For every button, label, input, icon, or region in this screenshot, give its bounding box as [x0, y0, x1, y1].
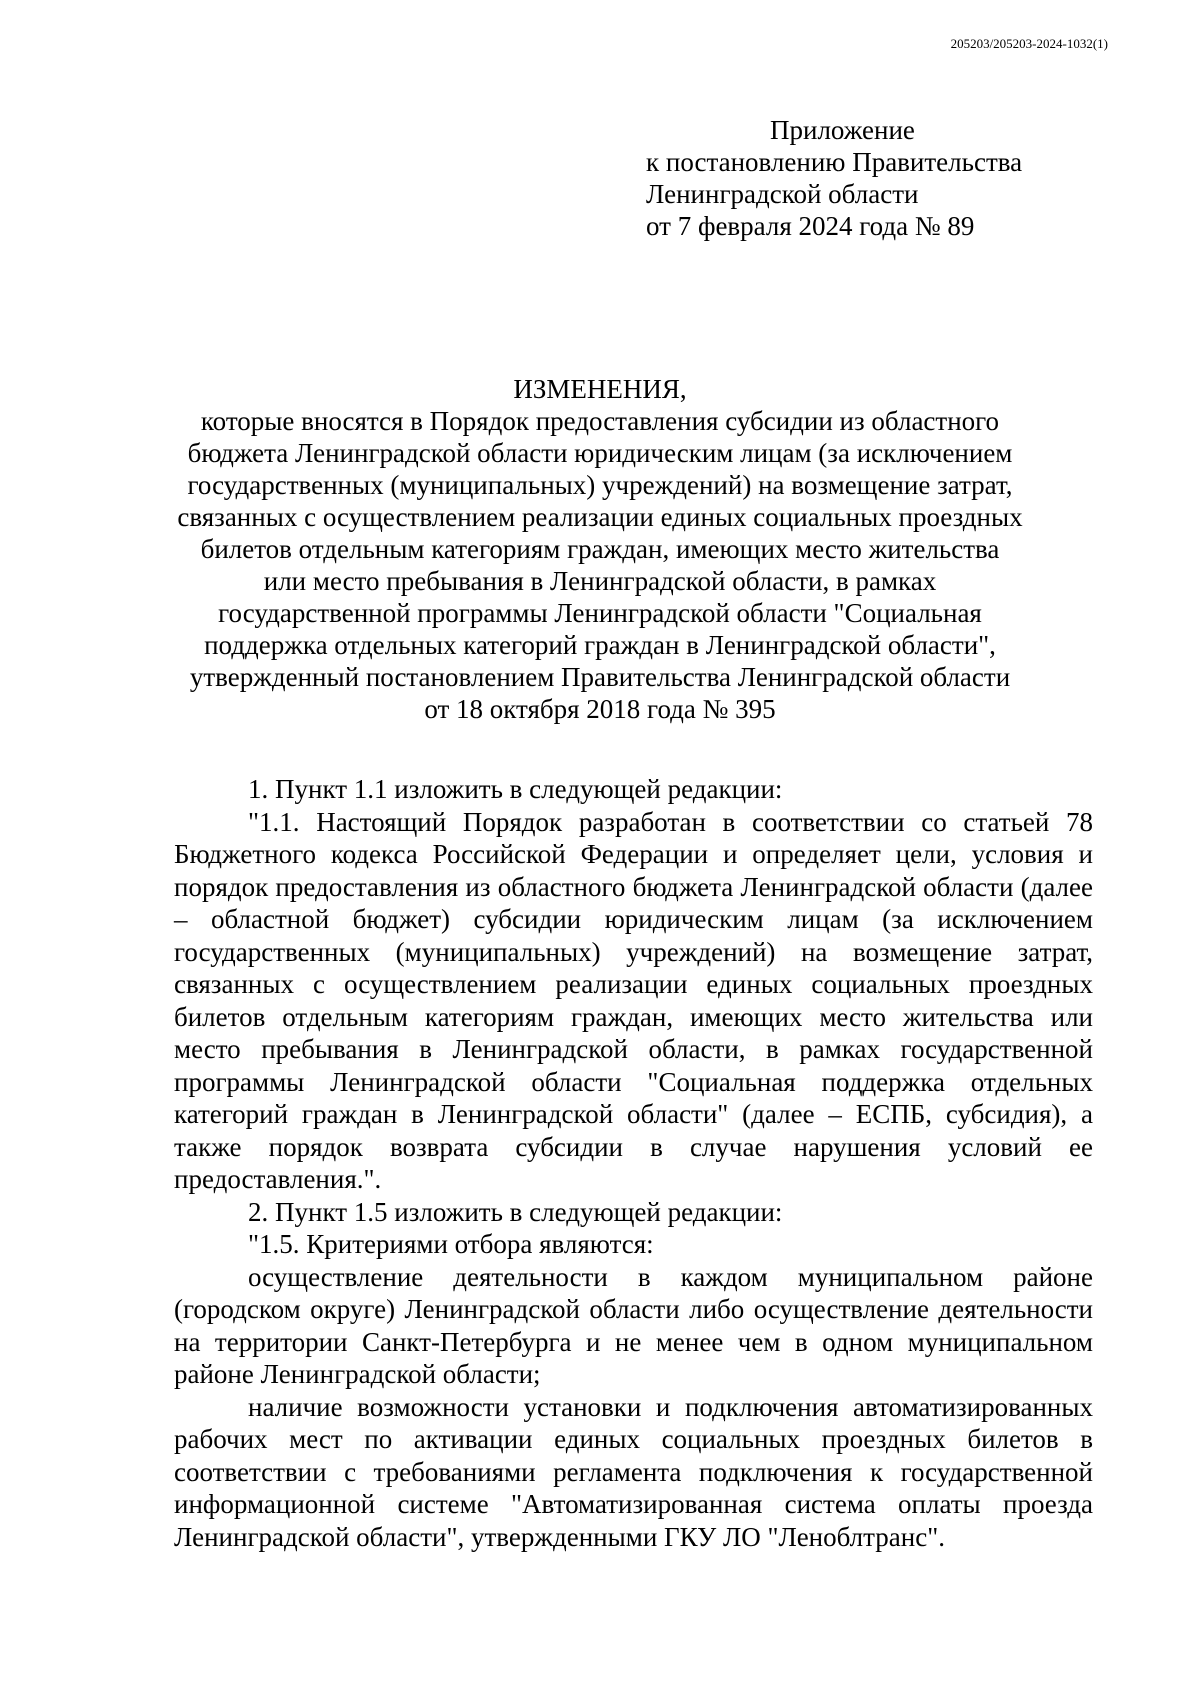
paragraph-clause-1-5: "1.5. Критериями отбора являются: [248, 1229, 654, 1259]
appendix-line-resolution: к постановлению Правительства [646, 147, 1023, 177]
appendix-title: Приложение [770, 115, 915, 145]
document-heading [0, 373, 1200, 725]
heading-line: утвержденный постановлением Правительства Ленинградской области [189, 662, 1011, 692]
paragraph-clause-1-1: "1.1. Настоящий Порядок разработан в соответствии со статьей 78 Бюджетного кодекса Российской Федерации и определяет цели, условия и порядок предоставления из областного бюджета Ленинградской области (далее – областной бюджет) субсидии юридическим лицам (за исключением государственных (муниципальных) учреждений) на возмещение затрат, связанных с осуществлением реализации единых социальных проездных билетов отдельным категориям граждан, имеющих место жительства или место пребывания в Ленинградской области, в рамках государственной программы Ленинградской области "Социальная поддержка отдельных категорий граждан в Ленинградской области" (далее – ЕСПБ, субсидия), а также порядок возврата субсидии в случае нарушения условий ее предоставления.". [174, 806, 1093, 1194]
paragraph-item-1: 1. Пункт 1.1 изложить в следующей редакции: [248, 774, 783, 804]
document-body [174, 773, 1093, 1553]
document-id: 205203/205203-2024-1032(1) [950, 36, 1108, 51]
appendix-line-region: Ленинградской области [646, 179, 919, 209]
heading-title: ИЗМЕНЕНИЯ, [513, 374, 687, 404]
heading-line: бюджета Ленинградской области юридическим лицам (за исключением [187, 438, 1013, 468]
heading-line: связанных с осуществлением реализации единых социальных проездных [177, 502, 1023, 532]
heading-line: билетов отдельным категориям граждан, имеющих место жительства [200, 534, 1000, 564]
paragraph-criterion-2: наличие возможности установки и подключения автоматизированных рабочих мест по активации единых социальных проездных билетов в соответствии с требованиями регламента подключения к государственной информационной системе "Автоматизированная система оплаты проезда Ленинградской области", утвержденными ГКУ ЛО "Леноблтранс". [174, 1391, 1093, 1552]
heading-line: поддержка отдельных категорий граждан в Ленинградской области", [204, 630, 996, 660]
appendix-block [646, 114, 1022, 242]
heading-line: которые вносятся в Порядок предоставления субсидии из областного [200, 406, 1000, 436]
heading-line: от 18 октября 2018 года № 395 [424, 694, 776, 724]
heading-line: государственных (муниципальных) учреждений) на возмещение затрат, [187, 470, 1013, 500]
heading-line: или место пребывания в Ленинградской области, в рамках [263, 566, 937, 596]
appendix-line-date: от 7 февраля 2024 года № 89 [646, 211, 975, 241]
paragraph-criterion-1: осуществление деятельности в каждом муниципальном районе (городском округе) Ленинградской области либо осуществление деятельности на территории Санкт-Петербурга и не менее чем в одном муниципальном районе Ленинградской области; [174, 1261, 1093, 1389]
paragraph-item-2: 2. Пункт 1.5 изложить в следующей редакции: [248, 1196, 783, 1227]
heading-line: государственной программы Ленинградской области "Социальная [218, 598, 982, 628]
